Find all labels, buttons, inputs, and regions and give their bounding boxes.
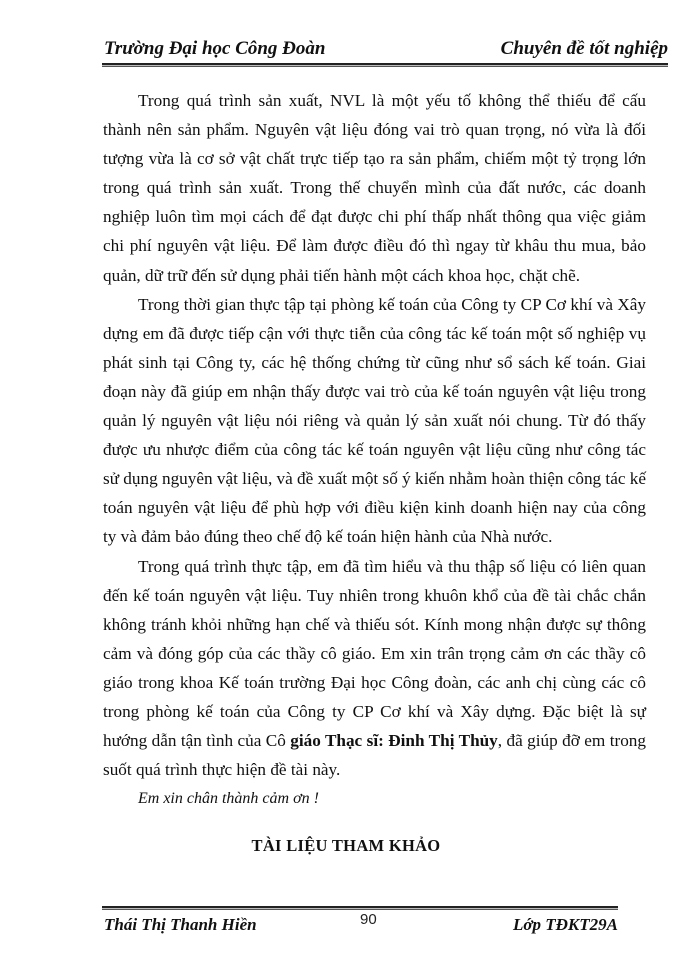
paragraph-3-ending: , đã giúp đỡ em trong suốt quá trình thực hiện đề tài này. bbox=[103, 731, 646, 780]
paragraph-3-text: Trong quá trình thực tập, em đã tìm hiểu và thu thập số liệu có liên quan đến kế toán nguyên vật liệu. Tuy nhiên trong khuôn khổ của đề tài chắc chắn không tránh khỏi những hạn chế và thiếu sót. Kính mong nhận được sự thông cảm và đóng góp của các thầy cô giáo. Em xin trân trọng cảm ơn các thầy cô giáo trong khoa Kế toán trường Đại học Công đoàn, các anh chị cùng các cô trong phòng kế toán của Công ty CP Cơ khí và Xây dựng. Đặc biệt là sự hướng dẫn tận tình của Cô bbox=[103, 556, 646, 751]
page-footer bbox=[102, 906, 618, 938]
section-heading-text: TÀI LIỆU THAM KHẢO bbox=[251, 836, 441, 855]
section-heading bbox=[0, 836, 700, 856]
thanks-line: Em xin chân thành cảm ơn ! bbox=[138, 790, 319, 808]
advisor-name: giáo Thạc sĩ: Đinh Thị Thủy bbox=[290, 731, 498, 751]
document-body bbox=[103, 86, 646, 813]
paragraph-2: Trong thời gian thực tập tại phòng kế toán của Công ty CP Cơ khí và Xây dựng em đã được tiếp cận với thực tiễn của công tác kế toán một số nghiệp vụ phát sinh tại Công ty, các hệ thống chứng từ cũng như sổ sách kế toán. Giai đoạn này đã giúp em nhận thấy được vai trò của kế toán nguyên vật liệu trong quản lý nguyên vật liệu nói riêng và quản lý sản xuất nói chung. Từ đó thấy được ưu nhược điểm của công tác kế toán nguyên vật liệu cũng như công tác sử dụng nguyên vật liệu, và đề xuất một số ý kiến nhằm hoàn thiện công tác kế toán nguyên vật liệu để phù hợp với điều kiện kinh doanh hiện nay của công ty và đảm bảo đúng theo chế độ kế toán hiện hành của Nhà nước. bbox=[103, 294, 646, 547]
header-university: Trường Đại học Công Đoàn bbox=[104, 38, 326, 59]
footer-author: Thái Thị Thanh Hiền bbox=[104, 915, 257, 934]
footer-divider bbox=[102, 906, 618, 910]
header-divider bbox=[102, 63, 668, 67]
footer-class: Lớp TĐKT29A bbox=[513, 915, 618, 934]
header-document-type: Chuyên đề tốt nghiệp bbox=[500, 38, 668, 59]
paragraph-1: Trong quá trình sản xuất, NVL là một yếu tố không thể thiếu để cấu thành nên sản phẩm. Nguyên vật liệu đóng vai trò quan trọng, nó vừa là đối tượng vừa là cơ sở vật chất trực tiếp tạo ra sản phẩm, chiếm một tỷ trọng lớn trong quá trình sản xuất. Trong thế chuyển mình của đất nước, các doanh nghiệp luôn tìm mọi cách để đạt được chi phí thấp nhất thông qua việc giảm chi phí nguyên vật liệu. Để làm được điều đó thì ngay từ khâu thu mua, bảo quản, dữ trữ đến sử dụng phải tiến hành một cách khoa học, chặt chẽ. bbox=[103, 91, 646, 285]
paragraph-3 bbox=[103, 552, 646, 785]
page-header bbox=[102, 38, 668, 66]
page-number: 90 bbox=[360, 911, 377, 928]
